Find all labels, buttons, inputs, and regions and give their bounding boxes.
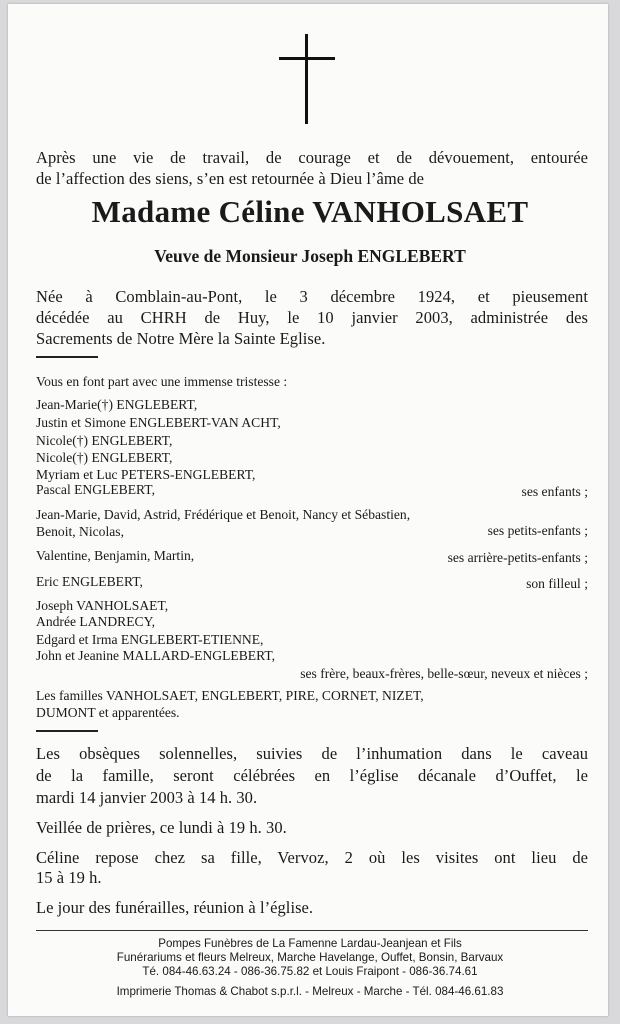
birth-line-1: Née à Comblain-au-Pont, le 3 décembre 1924, et pieusement (36, 287, 588, 306)
vigil-line: Veillée de prières, ce lundi à 19 h. 30. (36, 818, 287, 837)
sibling-name: Joseph VANHOLSAET, (36, 598, 169, 613)
footer-rule (36, 930, 588, 931)
meeting-line: Le jour des funérailles, réunion à l’église. (36, 898, 314, 917)
siblings-role: ses frère, beaux-frères, belle-sœur, neveux et nièces ; (300, 666, 588, 681)
great-grandchildren-names: Valentine, Benjamin, Martin, (36, 548, 195, 563)
great-grandchildren-role: ses arrière-petits-enfants ; (447, 550, 588, 565)
child-name: Myriam et Luc PETERS-ENGLEBERT, (36, 467, 256, 482)
children-role: ses enfants ; (521, 484, 588, 499)
grandchildren-line-1: Jean-Marie, David, Astrid, Frédérique et Benoit, Nancy et Sébastien, (36, 507, 411, 522)
funeral-line-3: mardi 14 janvier 2003 à 14 h. 30. (36, 788, 258, 807)
birth-line-3: Sacrements de Notre Mère la Sainte Eglise. (36, 329, 326, 348)
intro-line-2: de l’affection des siens, s’en est retournée à Dieu l’âme de (36, 169, 424, 188)
footer-line-4: Imprimerie Thomas & Chabot s.p.r.l. - Melreux - Marche - Tél. 084-46.61.83 (116, 985, 504, 998)
funeral-line-1: Les obsèques solennelles, suivies de l’inhumation dans le caveau (36, 744, 588, 763)
child-name: Justin et Simone ENGLEBERT-VAN ACHT, (36, 415, 281, 430)
cross-icon (279, 34, 335, 124)
grandchildren-role: ses petits-enfants ; (487, 523, 588, 538)
deceased-name: Madame Céline VANHOLSAET (91, 194, 529, 229)
grandchildren-line-2: Benoit, Nicolas, (36, 524, 124, 539)
separator-dash (36, 356, 98, 358)
visit-line-2: 15 à 19 h. (36, 868, 102, 887)
spouse-line: Veuve de Monsieur Joseph ENGLEBERT (154, 246, 466, 266)
godson-name: Eric ENGLEBERT, (36, 574, 143, 589)
sibling-name: Andrée LANDRECY, (36, 614, 156, 629)
separator-dash (36, 730, 98, 732)
families-line-1: Les familles VANHOLSAET, ENGLEBERT, PIRE, CORNET, NIZET, (36, 688, 424, 703)
announce-line: Vous en font part avec une immense tristesse : (36, 374, 288, 389)
sibling-name: John et Jeanine MALLARD-ENGLEBERT, (36, 648, 276, 663)
footer-line-1: Pompes Funèbres de La Famenne Lardau-Jeanjean et Fils (158, 937, 462, 950)
footer-line-2: Funérariums et fleurs Melreux, Marche Havelange, Ouffet, Bonsin, Barvaux (116, 951, 504, 964)
intro-line-1: Après une vie de travail, de courage et de dévouement, entourée (36, 148, 588, 167)
sibling-name: Edgard et Irma ENGLEBERT-ETIENNE, (36, 632, 264, 647)
child-name: Nicole(†) ENGLEBERT, (36, 450, 173, 465)
child-name: Nicole(†) ENGLEBERT, (36, 433, 173, 448)
visit-line-1: Céline repose chez sa fille, Vervoz, 2 où les visites ont lieu de (36, 848, 588, 867)
child-name: Pascal ENGLEBERT, (36, 482, 155, 497)
families-line-2: DUMONT et apparentées. (36, 705, 180, 720)
godson-role: son filleul ; (526, 576, 588, 591)
child-name: Jean-Marie(†) ENGLEBERT, (36, 397, 198, 412)
footer-line-3: Té. 084-46.63.24 - 086-36.75.82 et Louis Fraipont - 086-36.74.61 (142, 965, 478, 978)
birth-line-2: décédée au CHRH de Huy, le 10 janvier 2003, administrée des (36, 308, 588, 327)
funeral-line-2: de la famille, seront célébrées en l’église décanale d’Ouffet, le (36, 766, 588, 785)
